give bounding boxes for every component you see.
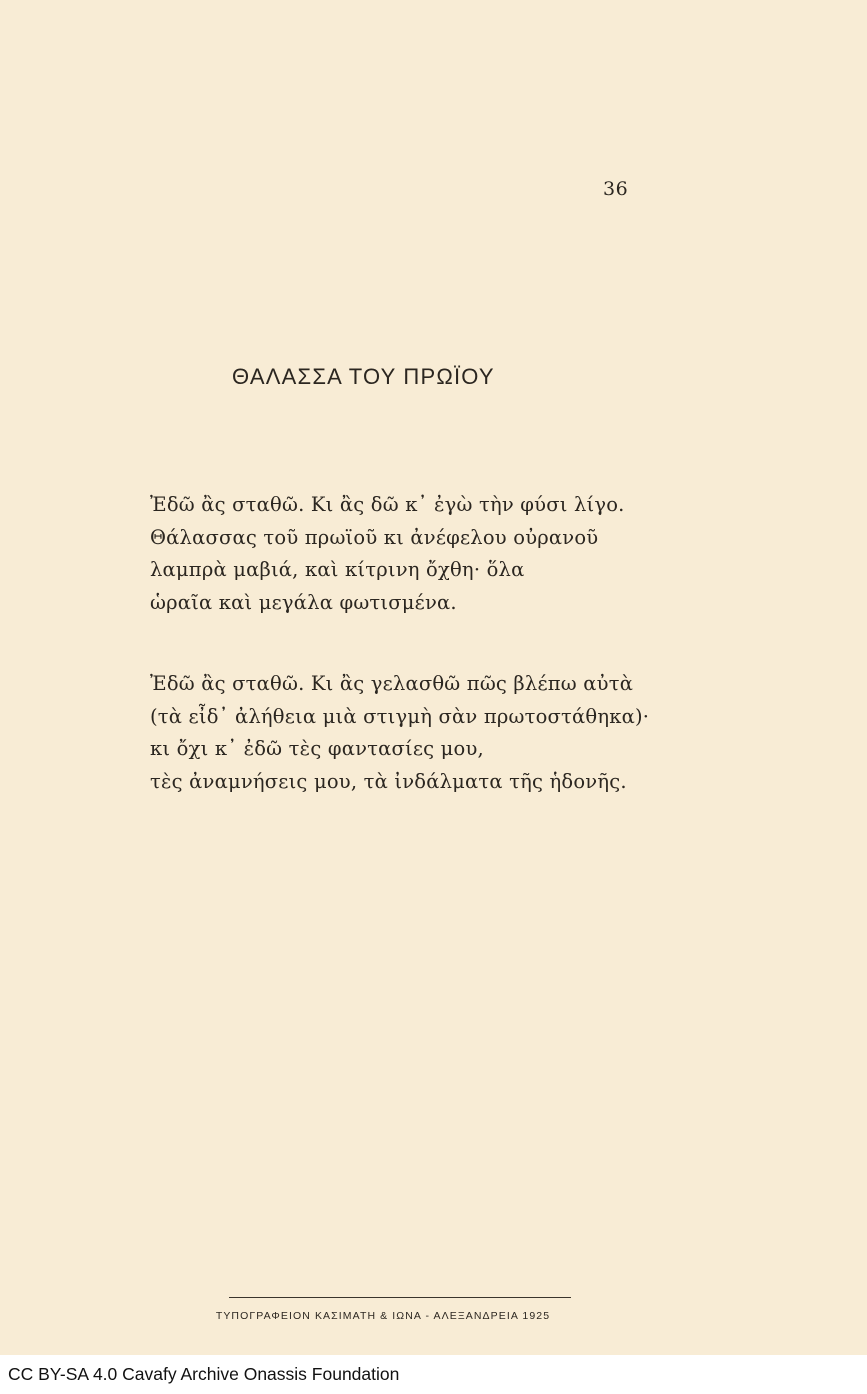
imprint-divider [229,1297,571,1298]
poem-line: ὡραῖα καὶ μεγάλα φωτισμένα. [150,590,457,614]
credit-bar [0,1355,867,1394]
poem-line: τὲς ἀναμνήσεις μου, τὰ ἰνδάλματα τῆς ἡδονῆς. [150,769,627,793]
poem-line: κι ὄχι κ᾽ ἐδῶ τὲς φαντασίες μου, [150,737,484,760]
poem-line: Ἐδῶ ἂς σταθῶ. Κι ἂς γελασθῶ πῶς βλέπω αὐτὰ [150,672,634,695]
poem-line: λαμπρὰ μαβιά, καὶ κίτρινη ὄχθη· ὅλα [150,558,525,581]
poem-line: (τὰ εἶδ᾽ ἀλήθεια μιὰ στιγμὴ σὰν πρωτοστάθηκα)· [150,704,650,728]
poem-title: ΘΑΛΑΣΣΑ ΤΟΥ ΠΡΩΪΟΥ [232,364,495,389]
poem-line: Θάλασσας τοῦ πρωϊοῦ κι ἀνέφελου οὐρανοῦ [150,525,599,549]
page-number: 36 [603,178,629,200]
license-credit: CC BY-SA 4.0 Cavafy Archive Onassis Foundation [8,1364,400,1384]
stanza-1 [150,489,625,619]
poem-line: Ἐδῶ ἂς σταθῶ. Κι ἂς δῶ κ᾽ ἐγὼ τὴν φύσι λίγο. [150,493,625,516]
stanza-2 [150,668,649,798]
printer-imprint: ΤΥΠΟΓΡΑΦΕΙΟΝ ΚΑΣΙΜΑΤΗ & ΙΩΝΑ - ΑΛΕΞΑΝΔΡΕΙΑ 1925 [215,1310,551,1322]
